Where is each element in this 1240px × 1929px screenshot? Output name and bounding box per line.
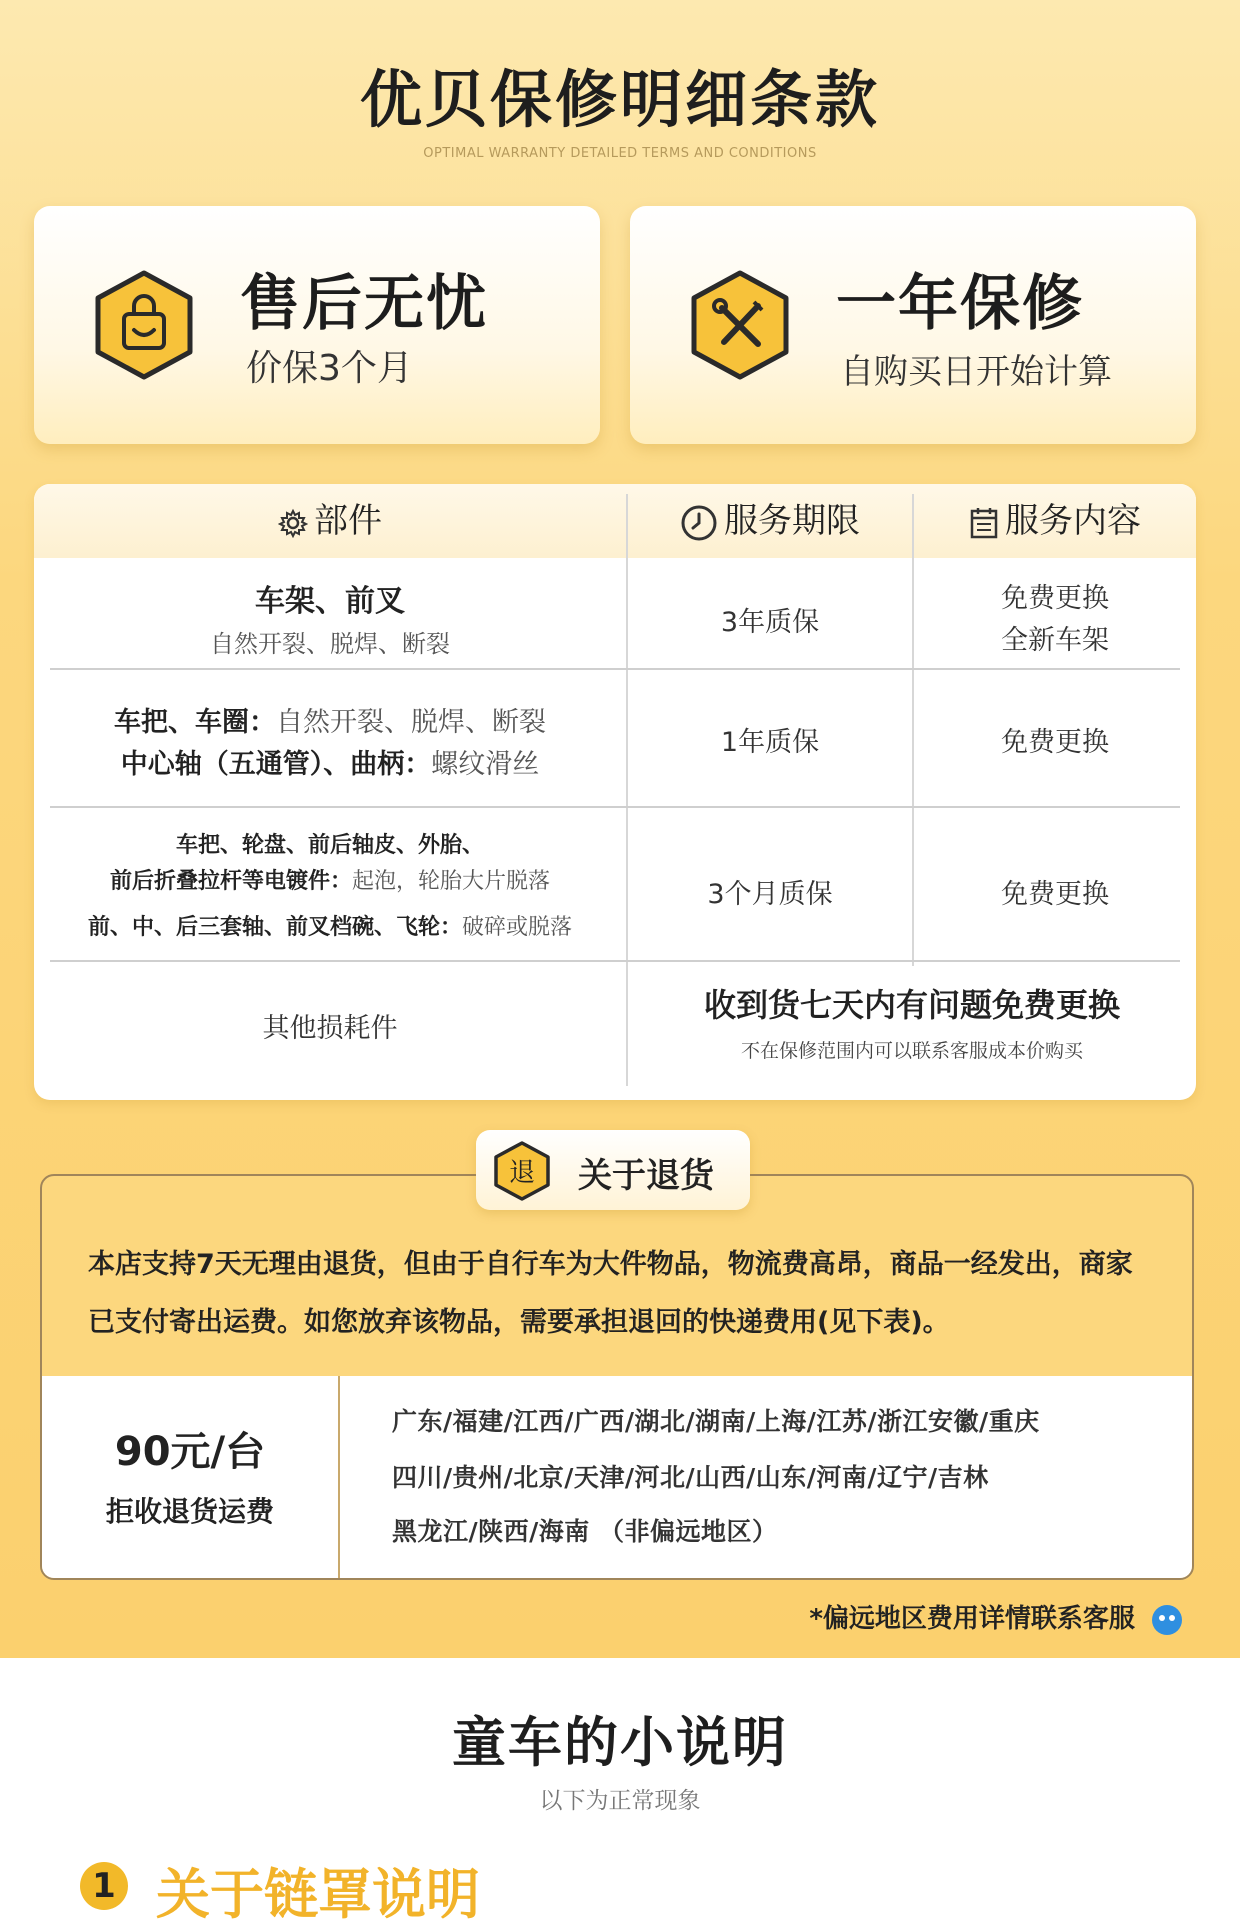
return-badge-icon bbox=[492, 1140, 552, 1202]
gear-icon bbox=[278, 508, 308, 538]
returns-price: 90元/台 bbox=[114, 1429, 266, 1475]
section-number: 1 bbox=[80, 1862, 128, 1910]
returns-tab-label: 关于退货 bbox=[578, 1156, 714, 1196]
shopping-bag-icon bbox=[94, 270, 194, 380]
regions-line2: 四川/贵州/北京/天津/河北/山西/山东/河南/辽宁/吉林 bbox=[392, 1463, 989, 1492]
header-content bbox=[914, 484, 1196, 558]
row1-part: 车架、前叉 bbox=[255, 584, 405, 619]
row1-part-detail: 自然开裂、脱焊、断裂 bbox=[210, 630, 450, 658]
row4-content-note: 不在保修范围内可以联系客服成本价购买 bbox=[740, 1040, 1083, 1062]
card-subtitle: 自购买日开始计算 bbox=[840, 352, 1112, 392]
header-part-label: 部件 bbox=[314, 501, 382, 541]
row1-period: 3年质保 bbox=[720, 607, 820, 638]
calendar-icon bbox=[969, 506, 999, 540]
row2-period: 1年质保 bbox=[720, 727, 820, 758]
returns-box bbox=[40, 1174, 1194, 1580]
row3-content: 免费更换 bbox=[1001, 879, 1109, 910]
notice-text: *偏远地区费用详情联系客服 bbox=[809, 1604, 1135, 1634]
tools-icon bbox=[690, 270, 790, 380]
card-title: 售后无忧 bbox=[240, 269, 488, 339]
row4-part: 其他损耗件 bbox=[262, 1013, 398, 1044]
remote-area-notice bbox=[809, 1598, 1184, 1637]
row3-line2-parts: 前后折叠拉杆等电镀件： bbox=[109, 869, 352, 894]
clock-icon bbox=[680, 504, 718, 542]
regions-line3: 黑龙江/陕西/海南 （非偏远地区） bbox=[392, 1517, 778, 1546]
row1-content-line1: 免费更换 bbox=[1001, 583, 1109, 614]
header-period-label: 服务期限 bbox=[724, 501, 860, 541]
header-part bbox=[34, 484, 626, 558]
row-divider bbox=[50, 960, 1180, 962]
customer-service-icon[interactable] bbox=[1150, 1603, 1184, 1637]
row-divider bbox=[50, 668, 1180, 670]
return-badge-char: 退 bbox=[508, 1158, 536, 1188]
row3-line3-parts: 前、中、后三套轴、前叉档碗、飞轮： bbox=[87, 915, 462, 940]
notes-title: 童车的小说明 bbox=[452, 1711, 788, 1774]
notes-subtitle: 以下为正常现象 bbox=[539, 1788, 701, 1814]
row3-line3 bbox=[34, 910, 626, 941]
row2-content: 免费更换 bbox=[1001, 727, 1109, 758]
returns-price-label: 拒收退货运费 bbox=[105, 1495, 274, 1528]
returns-text: 本店支持7天无理由退货，但由于自行车为大件物品，物流费高昂，商品一经发出，商家已支付寄出运费。如您放弃该物品，需要承担退回的快递费用(见下表)。 bbox=[88, 1249, 1133, 1338]
row2-line2 bbox=[34, 742, 626, 781]
warranty-table bbox=[34, 484, 1196, 1100]
returns-fee-table bbox=[42, 1376, 1192, 1578]
row3-line3-defects: 破碎或脱落 bbox=[462, 915, 573, 940]
fee-divider bbox=[338, 1376, 340, 1578]
row3-line1: 车把、轮盘、前后轴皮、外胎、 bbox=[175, 833, 484, 858]
header-content-label: 服务内容 bbox=[1005, 501, 1141, 541]
card-subtitle: 价保3个月 bbox=[246, 348, 413, 389]
row3-period: 3个月质保 bbox=[707, 879, 833, 910]
after-sales-card bbox=[34, 206, 600, 444]
row2-line2-defects: 螺纹滑丝 bbox=[431, 749, 540, 780]
row2-line1-parts: 车把、车圈： bbox=[114, 707, 276, 738]
row2-line1 bbox=[34, 700, 626, 739]
row2-line2-parts: 中心轴（五通管）、曲柄： bbox=[120, 749, 432, 780]
section-title: 关于链罩说明 bbox=[156, 1863, 480, 1926]
regions-line1: 广东/福建/江西/广西/湖北/湖南/上海/江苏/浙江安徽/重庆 bbox=[392, 1407, 1040, 1436]
header-period bbox=[628, 484, 912, 558]
row3-line2 bbox=[34, 864, 626, 895]
row3-line2-defects: 起泡，轮胎大片脱落 bbox=[352, 869, 551, 894]
page-subtitle: OPTIMAL WARRANTY DETAILED TERMS AND CONDITIONS bbox=[423, 146, 817, 161]
row2-line1-defects: 自然开裂、脱焊、断裂 bbox=[276, 707, 546, 738]
page-title: 优贝保修明细条款 bbox=[359, 63, 880, 136]
row4-content-main: 收到货七天内有问题免费更换 bbox=[703, 986, 1120, 1024]
row-divider bbox=[50, 806, 1180, 808]
card-title: 一年保修 bbox=[836, 269, 1084, 339]
returns-tab bbox=[476, 1130, 750, 1210]
warranty-card bbox=[630, 206, 1196, 444]
row1-content-line2: 全新车架 bbox=[1001, 625, 1109, 656]
